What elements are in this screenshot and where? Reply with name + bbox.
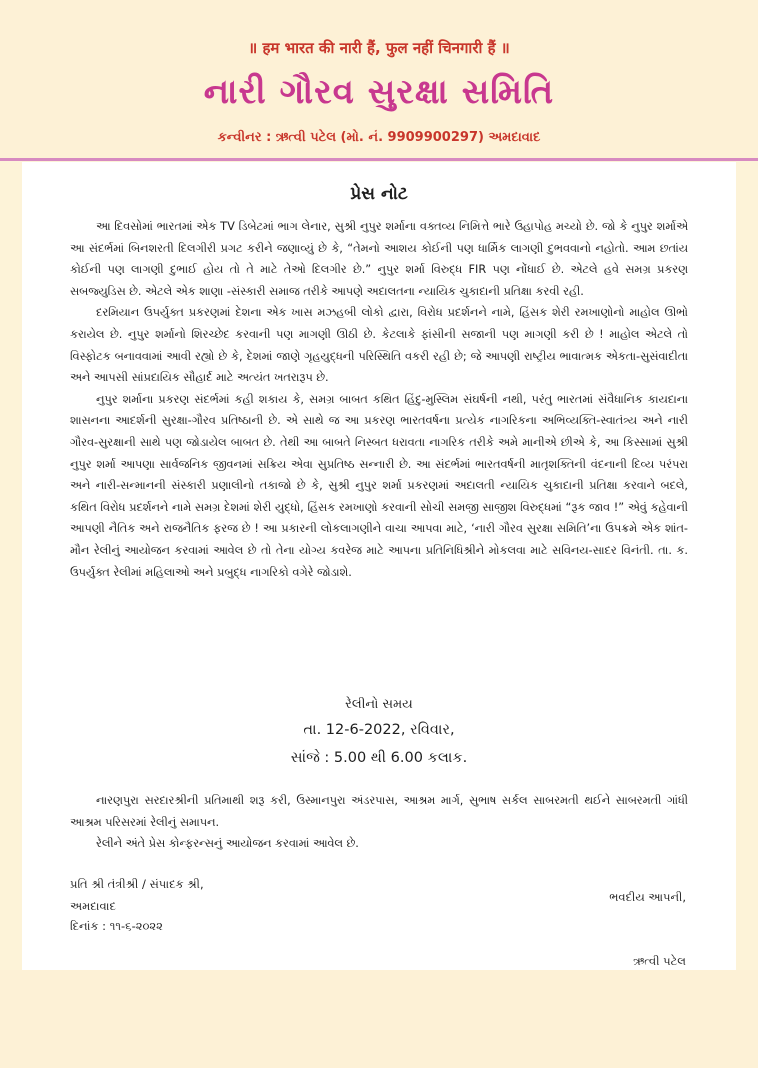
route-text: નારણપુરા સરદારશ્રીની પ્રતિમાથી શરૂ કરી, ઉસ્માનપુરા અંડરપાસ, આશ્રમ માર્ગ, સુભાષ સર્કલ સાબરમતી થઈને સાબરમતી ગાંધી આશ્રમ પરિસરમાં રેલીનું સમાપન. xyxy=(70,794,688,829)
letterhead xyxy=(0,0,758,160)
paragraph: દરમિયાન ઉપર્યુક્ત પ્રકરણમાં દેશના એક ખાસ મઝહબી લોકો દ્વારા, વિરોધ પ્રદર્શનને નામે, હિંસક શેરી રમખાણોનો માહોલ ઊભો કરાયેલ છે. નુપુર શર્માનો શિરચ્છેદ કરવાની પણ માગણી ઊઠી છે. કેટલાકે ફાંસીની સજાની પણ માગણી કરી છે ! માહોલ એટલે તો વિસ્ફોટક બનાવવામાં આવી રહ્યો છે કે, દેશમાં જાણે ગૃહયુદ્ધની પરિસ્થિતિ વકરી રહી છે; જે આપણી રાષ્ટ્રીય ભાવાત્મક એકતા-સુસંવાદીતા અને આપસી સાંપ્રદાયિક સૌહાર્દ માટે અત્યંત ખતરારૂપ છે. xyxy=(70,306,688,385)
paragraph: નુપુર શર્માના પ્રકરણ સંદર્ભમાં કહી શકાય કે, સમગ્ર બાબત કથિત હિંદુ-મુસ્લિમ સંઘર્ષની નથી, પરંતુ ભારતમાં સંવૈધાનિક કાયદાના શાસનના આદર્શની સુરક્ષા-ગૌરવ પ્રતિષ્ઠાની છે. એ સાથે જ આ પ્રકરણ ભારતવર્ષના પ્રત્યેક નાગરિકના અભિવ્યક્તિ-સ્વાતંત્ર્ય અને નારી ગૌરવ-સુરક્ષાની સાથે પણ જોડાયેલ બાબત છે. તેથી આ બાબતે નિસ્બત ધરાવતા નાગરિક તરીકે અમે માનીએ છીએ કે, આ કિસ્સામાં સુશ્રી નુપુર શર્મા આપણા સાર્વજનિક જીવનમાં સક્રિય એવા સુપ્રતિષ્ઠ સન્નારી છે. આ સંદર્ભમાં ભારતવર્ષની માતૃશક્તિની વંદનાની દિવ્ય પરંપરા અને નારી-સન્માનની સંસ્કારી પ્રણાલીનો તકાજો છે કે, સુશ્રી નુપુર શર્મા પ્રકરણમાં અદાલતી ન્યાયિક ચુકાદાની પ્રતિક્ષા કરવાને બદલે, કથિત વિરોધ પ્રદર્શનને નામે સમગ્ર દેશમાં શેરી યુદ્ધો, હિંસક રમખાણો કરવાની સોચી સમજી સાજીશ વિરુદ્ધમાં “રૂક જાવ !” એવું કહેવાની આપણી નૈતિક અને રાજનૈતિક ફરજ છે ! આ પ્રકારની લોકલાગણીને વાચા આપવા માટે, ‘નારી ગૌરવ સુરક્ષા સમિતિ’ના ઉપક્રમે એક શાંત-મૌન રેલીનું આયોજન કરવામાં આવેલ છે તો તેના યોગ્ય કવરેજ માટે આપના પ્રતિનિધિશ્રીને મોકલવા માટે સવિનય-સાદર વિનંતી. તા. ક. ઉપર્યુક્ત રેલીમાં મહિલાઓ અને પ્રબુદ્ધ નાગરિકો વગેરે જોડાશે. xyxy=(70,392,688,579)
press-conference-text: રેલીને અંતે પ્રેસ કોન્ફરન્સનું આયોજન કરવામાં આવેલ છે. xyxy=(96,837,359,851)
closing: ભવદીય આપની, xyxy=(609,890,686,904)
addressee: પ્રતિ શ્રી તંત્રીશ્રી / સંપાદક શ્રી, xyxy=(70,877,204,891)
schedule-time: સાંજે : 5.00 થી 6.00 કલાક. xyxy=(290,750,468,766)
city: અમદાવાદ xyxy=(70,899,116,913)
convener-line: કન્વીનર : ઋત્વી પટેલ (મો. નં. 9909900297) અમદાવાદ xyxy=(217,130,541,145)
schedule-date: તા. 12-6-2022, રવિવાર, xyxy=(303,722,455,738)
date: દિનાંક : ૧૧-૬-૨૦૨૨ xyxy=(70,919,163,933)
organization-name: નારી ગૌરવ સુરક્ષા સમિતિ xyxy=(203,72,555,112)
paragraph: આ દિવસોમાં ભારતમાં એક TV ડિબેટમાં ભાગ લેનાર, સુશ્રી નુપુર શર્માના વક્તવ્ય નિમિત્તે ભારે ઉહાપોહ મચ્યો છે. જો કે નુપુર શર્માએ આ સંદર્ભમાં બિનશરતી દિલગીરી પ્રગટ કરીને જણાવ્યું છે કે, “તેમનો આશય કોઈની પણ ધાર્મિક લાગણી દુભવવાનો નહોતો. આમ છતાંય કોઈની પણ લાગણી દુભાઈ હોય તો તે માટે તેઓ દિલગીર છે.” નુપુર શર્મા વિરુદ્ધ FIR પણ નોંધાઈ છે. એટલે હવે સમગ્ર પ્રકરણ સબજ્યુડિસ છે. એટલે એક શાણા -સંસ્કારી સમાજ તરીકે આપણે અદાલતના ન્યાયિક ચુકાદાની પ્રતિક્ષા કરવી રહી. xyxy=(70,220,688,298)
schedule-heading: રેલીનો સમય xyxy=(345,697,413,712)
document-title: પ્રેસ નોટ xyxy=(350,184,408,204)
rally-route xyxy=(70,790,688,855)
header-divider xyxy=(0,158,758,161)
press-note-body xyxy=(70,216,688,583)
footer-band xyxy=(0,970,758,1068)
slogan: ॥ हम भारत की नारी हैं, फुल नहीं चिनगारी हैं ॥ xyxy=(248,39,510,57)
signatory: ઋત્વી પટેલ xyxy=(633,954,686,968)
document-page xyxy=(22,162,736,970)
